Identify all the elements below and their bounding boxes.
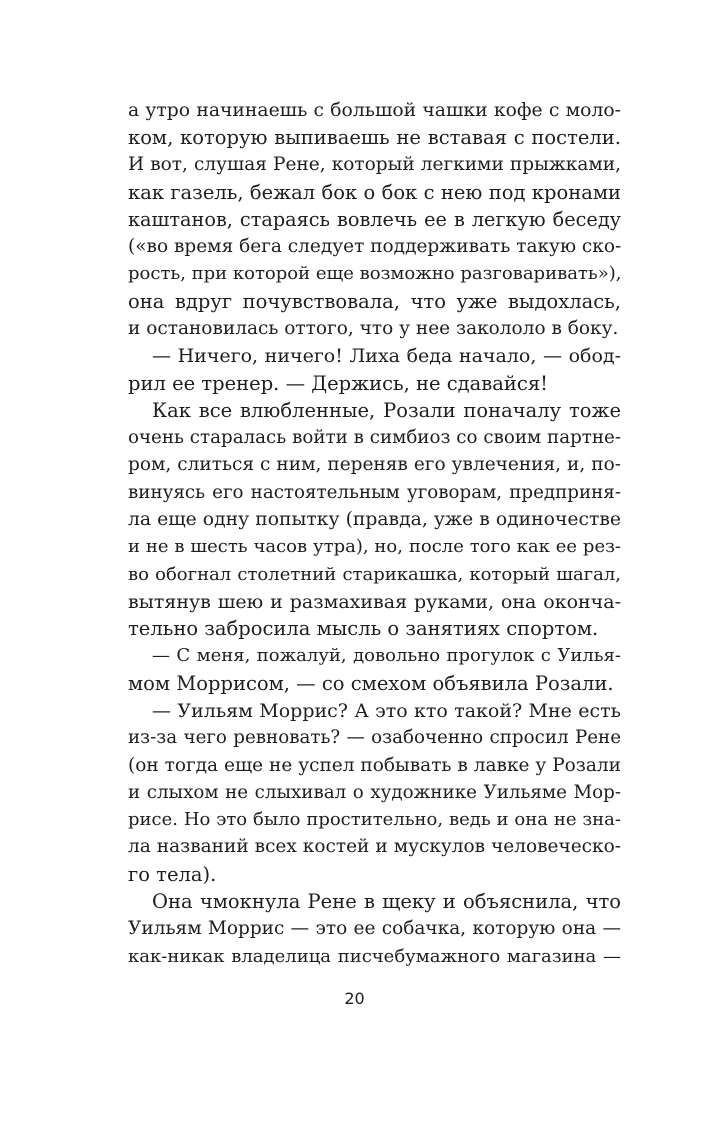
text-line: — Ничего, ничего! Лиха беда начало, — обод- [152,345,621,367]
text-line: ком, которую выпиваешь не вставая с постели. [128,126,621,149]
text-line: и остановилась оттого, что у нее закололо в боку. [128,318,619,339]
text-line: — Уильям Моррис? А это кто такой? Мне есть [152,700,621,722]
text-line: вытянув шею и размахивая руками, она оконча- [128,591,621,613]
text-line: тельно забросила мысль о занятиях спортом. [128,617,599,640]
text-line: она вдруг почувствовала, что уже выдохлась, [128,290,621,313]
text-line: из-за чего ревновать? — озабоченно спросил Рене [128,727,621,748]
text-line: как газель, бежал бок о бок с нею под кронами [128,181,621,204]
text-line: («во время бега следует поддерживать такую ско- [128,236,622,257]
text-line: Как все влюбленные, Розали поначалу тоже [152,399,621,422]
text-line: го тела). [128,863,217,886]
text-line: мом Моррисом, — со смехом объявила Розали. [128,672,614,695]
text-line: рость, при которой еще возможно разговаривать»), [128,263,622,284]
text-line: и не в шесть часов утра), но, после того как ее рез- [128,536,621,557]
text-line: ла названий всех костей и мускулов человеческо- [128,836,621,857]
text-line: рисе. Но это было простительно, ведь и она не зна- [128,809,621,830]
text-line: (он тогда еще не успел побывать в лавке у Розали [128,755,621,776]
text-line: как-никак владелица писчебумажного магазина — [128,946,621,967]
text-line: винуясь его настоятельным уговорам, предприня- [128,482,621,503]
text-line: каштанов, стараясь вовлечь ее в легкую беседу [128,208,621,231]
text-line: рил ее тренер. — Держись, не сдавайся! [128,372,548,395]
text-line: ром, слиться с ним, переняв его увлечения, и, по- [128,454,621,475]
text-line: во обогнал столетний старикашка, который шагал, [128,564,621,585]
text-line: Уильям Моррис — это ее собачка, которую она — [128,918,621,939]
page-number: 20 [344,989,365,1008]
text-line: очень старалась войти в симбиоз со своим партне- [128,427,621,448]
text-line: а утро начинаешь с большой чашки кофе с моло- [128,100,621,121]
text-line: Она чмокнула Рене в щеку и объяснила, что [152,890,621,913]
text-line: И вот, слушая Рене, который легкими прыжками, [128,154,621,175]
text-line: ла еще одну попытку (правда, уже в одиночестве [128,509,621,530]
text-line: и слыхом не слыхивал о художнике Уильяме Мор- [128,782,621,803]
text-line: — С меня, пожалуй, довольно прогулок с Уилья- [152,645,621,666]
